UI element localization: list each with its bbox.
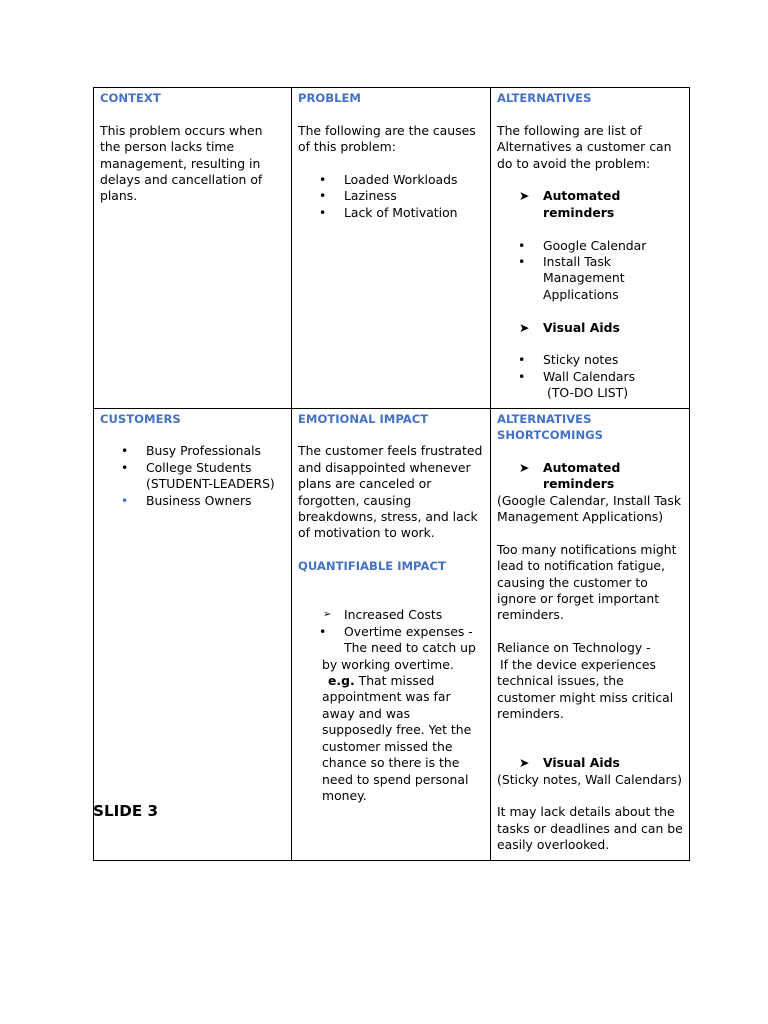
bullet-dot-icon: • <box>319 172 327 187</box>
quant-cont: by working overtime. <box>322 656 454 672</box>
quant-arrow-item: ➢ Increased Costs <box>323 607 443 623</box>
customers-header: CUSTOMERS <box>100 411 181 426</box>
list-item: • Business Owners <box>121 492 252 508</box>
alt-group2-note: (TO-DO LIST) <box>547 385 629 401</box>
shortcomings-para3: It may lack details about the tasks or deadlines and can be easily overlooked. <box>497 804 683 853</box>
list-item: • College Students (STUDENT-LEADERS) <box>121 459 275 492</box>
bullet-dot-icon: • <box>121 492 129 508</box>
bullet-dot-icon: • <box>518 368 526 384</box>
shortcomings-group2-sub: (Sticky notes, Wall Calendars) <box>497 771 682 787</box>
customers-list <box>100 443 285 509</box>
alt-group1-list <box>497 238 683 304</box>
shortcomings-para2-title: Reliance on Technology - <box>497 640 651 656</box>
problem-cell <box>292 88 491 409</box>
context-header: CONTEXT <box>100 91 161 105</box>
canvas-row-top <box>94 88 690 409</box>
bullet-dot-icon: • <box>518 254 526 270</box>
shortcomings-para1: Too many notifications might lead to notification fatigue, causing the customer to ignore or forget important reminders. <box>497 541 677 623</box>
problem-header: PROBLEM <box>298 91 361 105</box>
emotional-impact-header: EMOTIONAL IMPACT <box>298 411 429 426</box>
shortcomings-header: ALTERNATIVES SHORTCOMINGS <box>497 411 604 443</box>
problem-intro: The following are the causes of this problem: <box>298 122 476 155</box>
quantifiable-impact-header: QUANTIFIABLE IMPACT <box>298 559 446 574</box>
example-text: That missed appointment was far away and was supposedly free. Yet the customer missed the chance so there is the need to spend personal money. <box>322 673 472 803</box>
bullet-dot-icon: • <box>319 204 327 220</box>
alt-group1-title: ➤ Automated reminders <box>519 188 621 220</box>
customers-cell <box>94 408 292 860</box>
list-item: • Loaded Workloads <box>319 172 458 187</box>
list-item: • Laziness <box>319 188 397 204</box>
bullet-dot-icon: • <box>121 459 129 475</box>
shortcomings-para2: If the device experiences technical issues, the customer might miss critical reminders. <box>497 656 674 721</box>
list-item: • Lack of Motivation <box>319 204 458 220</box>
alt-group2-title: ➤ Visual Aids <box>519 319 620 335</box>
bullet-dot-icon: • <box>518 352 526 368</box>
shortcomings-group1-sub: (Google Calendar, Install Task Management Applications) <box>497 492 682 525</box>
shortcomings-group2-title: ➤ Visual Aids <box>519 755 620 771</box>
canvas-row-bottom <box>94 408 690 860</box>
list-item: • Install Task Management Applications <box>518 254 625 302</box>
alternatives-header: ALTERNATIVES <box>497 91 592 105</box>
lean-canvas-table <box>93 87 690 861</box>
list-item: • Busy Professionals <box>121 443 262 459</box>
arrowhead-icon: ➤ <box>519 459 530 475</box>
shortcomings-cell <box>491 408 690 860</box>
list-item: • Wall Calendars <box>518 368 636 384</box>
slide-label: SLIDE 3 <box>93 802 159 820</box>
list-item: • Google Calendar <box>518 237 647 253</box>
arrowhead-icon: ➤ <box>519 188 530 204</box>
emotional-impact-cell <box>292 408 491 860</box>
bullet-dot-icon: • <box>319 623 327 639</box>
arrowhead-icon: ➢ <box>323 609 332 621</box>
alt-group2-list <box>497 352 683 385</box>
bullet-dot-icon: • <box>518 237 526 253</box>
quant-list <box>298 624 484 657</box>
quant-example <box>298 673 484 804</box>
arrowhead-icon: ➤ <box>519 755 530 771</box>
context-cell <box>94 88 292 409</box>
example-label: e.g. <box>328 673 355 689</box>
context-text: This problem occurs when the person lacks time management, resulting in delays and cancellation of plans. <box>100 122 263 204</box>
problem-list <box>298 172 484 221</box>
arrowhead-icon: ➤ <box>519 319 530 335</box>
list-item: • Sticky notes <box>518 352 619 368</box>
list-item: • Overtime expenses - The need to catch up <box>319 623 476 656</box>
bullet-dot-icon: • <box>319 188 327 204</box>
bullet-dot-icon: • <box>121 443 129 459</box>
alternatives-cell <box>491 88 690 409</box>
shortcomings-group1-title: ➤ Automated reminders <box>519 459 621 492</box>
alternatives-intro: The following are list of Alternatives a customer can do to avoid the problem: <box>497 122 672 171</box>
emotional-impact-text: The customer feels frustrated and disappointed whenever plans are canceled or forgotten, causing breakdowns, stress, and lack of motivation to work. <box>298 443 483 541</box>
